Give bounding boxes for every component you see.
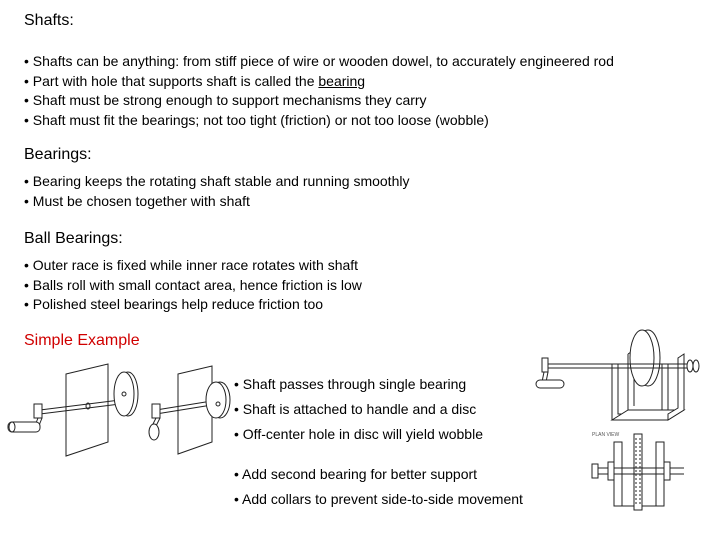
example-bullet-1: • Shaft passes through single bearing bbox=[234, 376, 467, 392]
bearings-bullet-1: • Bearing keeps the rotating shaft stable and running smoothly bbox=[24, 173, 410, 189]
shafts-bullet-list bbox=[24, 52, 614, 130]
example-bullet-5: • Add collars to prevent side-to-side movement bbox=[234, 491, 523, 507]
ball-bearings-bullet-2: • Balls roll with small contact area, hence friction is low bbox=[24, 276, 362, 293]
bearings-bullet-list bbox=[24, 172, 409, 211]
shafts-bullet-2 bbox=[24, 72, 614, 92]
bearings-bullet-2: • Must be chosen together with shaft bbox=[24, 192, 250, 209]
example-bullet-2: • Shaft is attached to handle and a disc bbox=[234, 401, 477, 417]
heading-bearings: Bearings: bbox=[24, 146, 92, 163]
shafts-bullet-4: • Shaft must fit the bearings; not too tight (friction) or not too loose (wobble) bbox=[24, 111, 489, 128]
crank-disc-offcenter-icon bbox=[142, 366, 232, 466]
heading-ball-bearings: Ball Bearings: bbox=[24, 230, 123, 247]
plan-view-collars-icon bbox=[592, 428, 716, 514]
example-bullet-3: • Off-center hole in disc will yield wobble bbox=[234, 426, 483, 442]
crank-disc-single-bearing-icon bbox=[4, 364, 154, 464]
ball-bearings-bullet-3: • Polished steel bearings help reduce friction too bbox=[24, 296, 324, 312]
ball-bearings-bullet-list bbox=[24, 256, 362, 315]
shafts-bullet-1: • Shafts can be anything: from stiff piece of wire or wooden dowel, to accurately engineered rod bbox=[24, 53, 614, 69]
heading-shafts: Shafts: bbox=[24, 12, 74, 29]
shafts-bullet-2-text: • Part with hole that supports shaft is called the bbox=[24, 72, 319, 89]
bearing-term: bearing bbox=[318, 72, 366, 89]
plan-view-caption: PLAN VIEW bbox=[592, 432, 620, 438]
shafts-bullet-3: • Shaft must be strong enough to support mechanisms they carry bbox=[24, 92, 427, 108]
crank-two-bearing-frame-icon bbox=[528, 324, 708, 434]
example-bullet-4: • Add second bearing for better support bbox=[234, 466, 478, 482]
ball-bearings-bullet-1: • Outer race is fixed while inner race rotates with shaft bbox=[24, 257, 359, 273]
heading-simple-example: Simple Example bbox=[24, 332, 140, 349]
